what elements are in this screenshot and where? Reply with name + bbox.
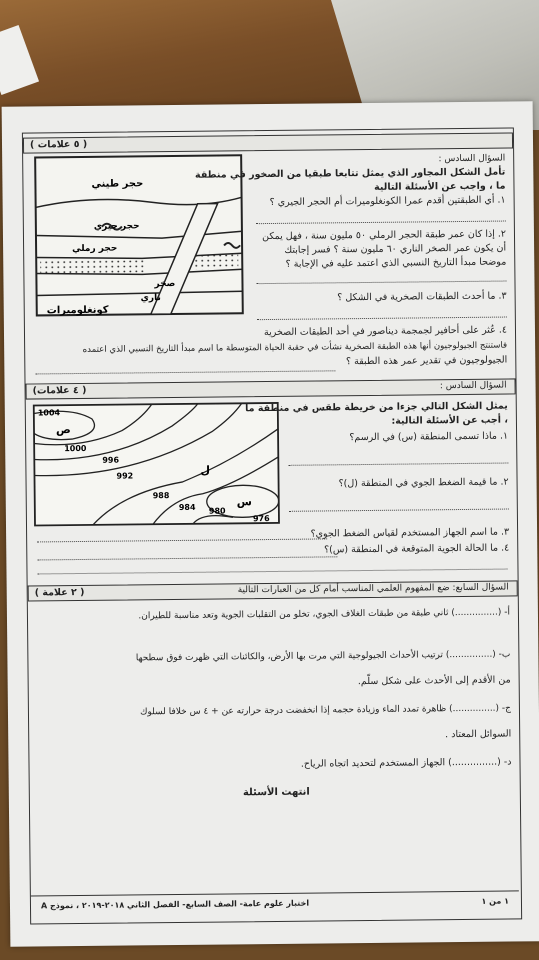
q6b-question-4: ٤. ما الحالة الجوية المتوقعة في المنطقة (س)؟ [323, 542, 510, 556]
q6a-question-2b: أن يكون عمر الصخر الناري ٦٠ مليون سنة ؟ فسر إجابتك [284, 242, 507, 256]
marks-label: ( ٢ علامة ) [34, 586, 85, 599]
q6b-intro-2: ، أجب عن الأسئلة التالية: [391, 414, 508, 427]
q6a-question-4a: ٤. عُثر على أحافير لجمجمة ديناصور في أحد الطبقات الصخرية [263, 324, 508, 339]
footer-title: اختبار علوم عامة- الصف السابع- الفصل الثاني ٢٠١٨-٢٠١٩ ، نموذج A [40, 898, 310, 911]
footer-divider [31, 890, 519, 896]
answer-line [38, 569, 508, 575]
question-title: السؤال السادس : [438, 153, 506, 165]
answer-line [256, 281, 506, 285]
q6a-question-4c: الجيولوجيون في تقدير عمر هذه الطبقة ؟ [345, 354, 508, 368]
q6a-question-1: ١. أي الطبقتين أقدم عمرا الكونغلوميرات أم الحجر الجيري ؟ [269, 194, 506, 209]
answer-line [37, 538, 327, 542]
label-limestone: حجر طيني [91, 178, 144, 190]
point-l: ل [200, 463, 211, 477]
question-title: السؤال السادس : [439, 380, 507, 392]
weather-map-figure [32, 401, 281, 528]
q6a-intro-2: ما ، واجب عن الأسئلة التالية [374, 180, 506, 193]
contour-980: 980 [208, 506, 226, 516]
marks-label: ( ٥ علامات ) [29, 138, 88, 151]
contour-1004: 1004 [37, 408, 61, 418]
page-frame [22, 127, 522, 924]
marks-label: (٤ علامات ) [32, 384, 87, 397]
q6a-question-3: ٣. ما أحدث الطبقات الصخرية في الشكل ؟ [337, 290, 507, 304]
question-title: السؤال السابع: ضع المفهوم العلمي المناسب أمام كل من العبارات التالية [237, 582, 509, 596]
label-igneous-2: ناري [140, 293, 161, 304]
label-igneous-1: صخر [154, 278, 176, 290]
label-conglomerate: كونغلوميرات [46, 304, 109, 317]
contour-984: 984 [178, 502, 196, 512]
answer-line [289, 509, 509, 512]
exam-page [2, 101, 539, 947]
end-of-questions: انتهت الأسئلة [242, 786, 310, 799]
area-sad: ص [55, 423, 71, 437]
q7-item-a: أ- (...............) ثاني طبقة من طبقات الغلاف الجوي، تخلو من التقلبات الجوية وتعد مناسبة للطيران. [138, 607, 510, 622]
contour-1000: 1000 [64, 443, 87, 454]
footer-page: ١ من ١ [481, 896, 510, 906]
q6a-question-4b: فاستنتج الجيولوجيون أنها هذه الطبقة الصخرية نشأت في حقبة الحياة المتوسطة ما اسم مبدأ التاريخ النسبي الذي اعتمده [82, 340, 508, 355]
q7-item-d: د- (...............) الجهاز المستخدم لتحديد اتجاه الرياح. [300, 756, 512, 770]
answer-line [256, 221, 506, 225]
q6b-question-1: ١. ماذا تسمى المنطقة (س) في الرسم؟ [349, 430, 509, 444]
q6b-intro-1: يمثل الشكل التالي جزءا من خريطة طقس في منطقة ما [244, 400, 508, 415]
q6a-question-2c: موضحا مبدأ التاريخ النسبي الذي اعتمد عليه في الإجابة ؟ [285, 256, 507, 270]
answer-line [257, 317, 507, 321]
answer-line [288, 463, 508, 466]
q7-item-c-line-2: السوائل المعتاد . [445, 728, 512, 741]
contour-992: 992 [116, 471, 134, 481]
answer-line [35, 370, 335, 374]
area-s: س [236, 495, 253, 509]
question-6a-header [23, 132, 513, 153]
question-6b-header [26, 378, 516, 399]
q6b-question-3: ٣. ما اسم الجهاز المستخدم لقياس الضغط الجوي؟ [310, 526, 510, 540]
q7-item-b-line-1: ب- (...............) ترتيب الأحداث الجيولوجية التي مرت بها الأرض، والكائنات التي ظهرت فوق سطحها [135, 649, 511, 664]
contour-996: 996 [102, 455, 120, 465]
q7-item-c-line-1: ج- (...............) ظاهرة تمدد الماء وزيادة حجمه إذا انخفضت درجة حرارته عن + ٤ س خلافا لسلوك [140, 703, 511, 718]
question-7-header [28, 580, 518, 601]
contour-976: 976 [252, 514, 270, 524]
q6a-question-2a: ٢. إذا كان عمر طبقة الحجر الرملي ٥٠ مليون سنة ، فهل يمكن [262, 228, 507, 243]
q7-item-b-line-2: من الأقدم إلى الأحدث على شكل سلّم. [357, 674, 511, 688]
label-lime2: حجر جيري [93, 221, 140, 232]
label-sandstone: حجر رملي [72, 243, 118, 255]
q6b-question-2: ٢. ما قيمة الضغط الجوي في المنطقة (ل)؟ [338, 476, 509, 490]
q6a-intro-1: تأمل الشكل المجاور الذي يمثل تتابعا طبقيا من الصخور في منطقة [194, 166, 506, 181]
answer-line [37, 556, 337, 560]
contour-988: 988 [152, 491, 170, 501]
